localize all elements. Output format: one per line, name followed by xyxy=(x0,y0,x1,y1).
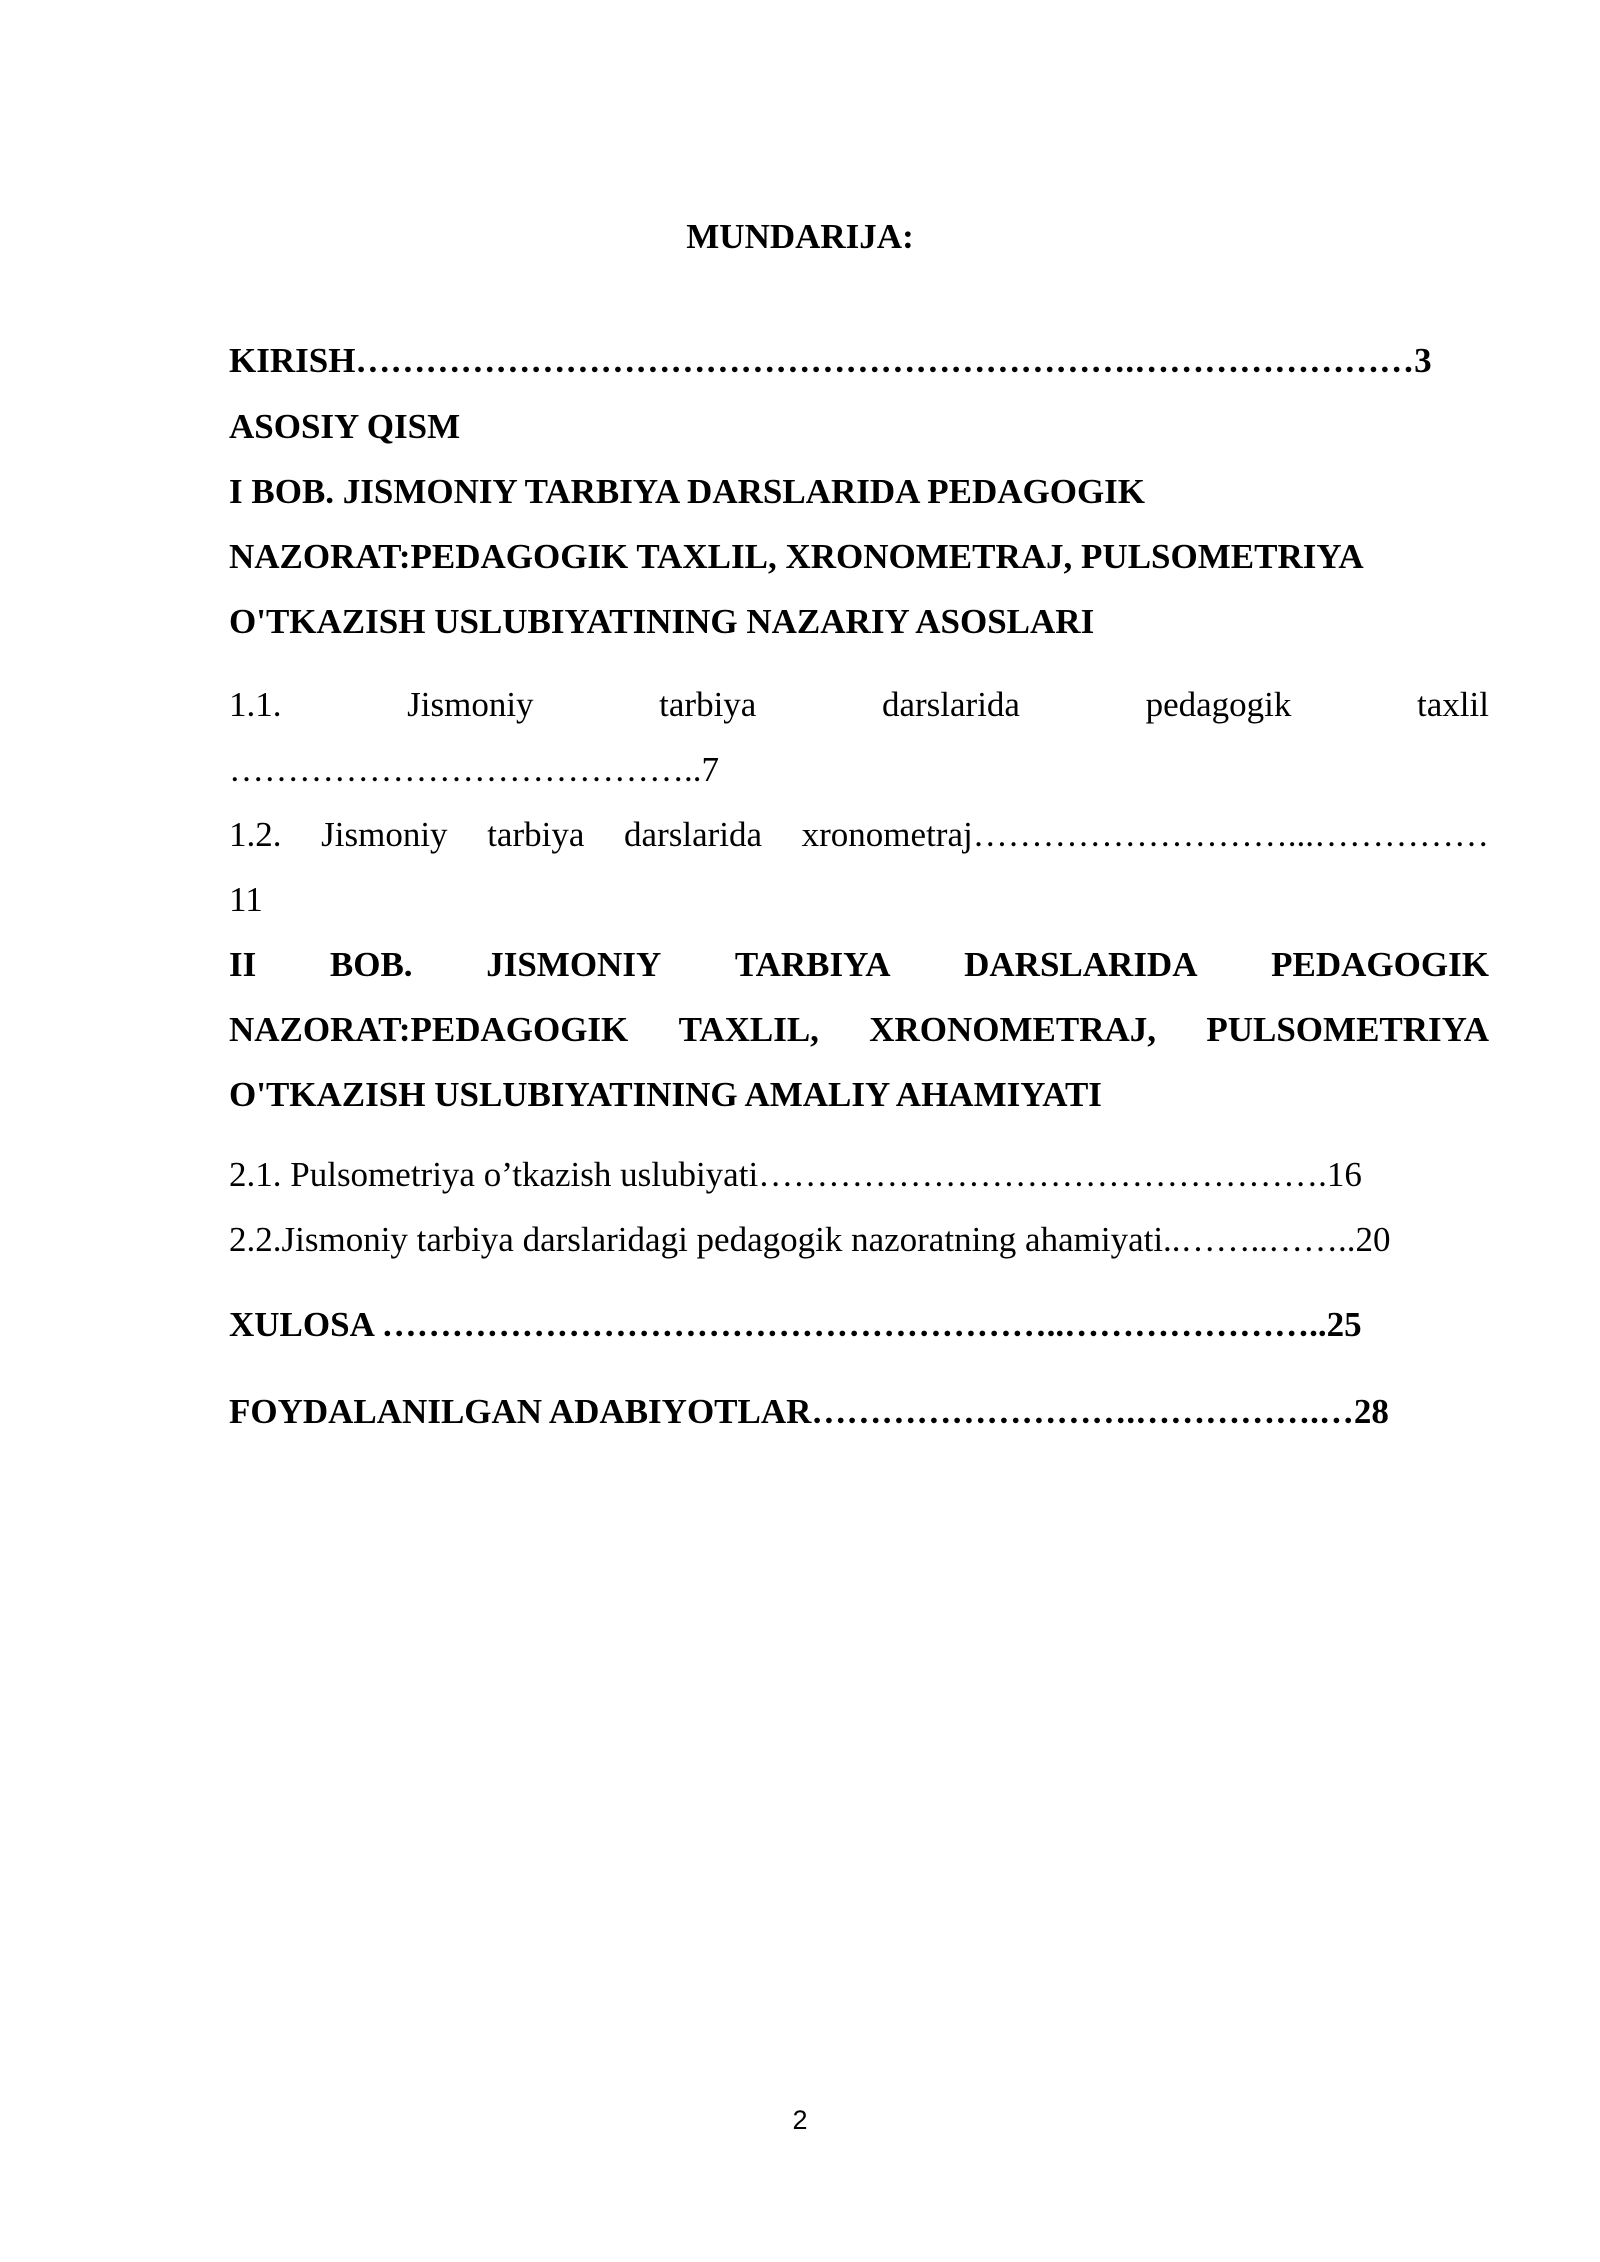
toc-word: tarbiya xyxy=(487,815,585,854)
toc-word: darslarida xyxy=(624,815,763,854)
toc-word: TARBIYA xyxy=(734,945,891,984)
page-number: 2 xyxy=(792,2105,808,2135)
toc-entry-kirish: KIRISH………………………………………………………….……………………3 xyxy=(229,341,1432,380)
toc-entry-adabiyotlar: FOYDALANILGAN ADABIYOTLAR……………………….…………….…28 xyxy=(229,1392,1389,1431)
toc-word: pedagogik xyxy=(1145,685,1292,724)
toc-entry-1-2-line1 xyxy=(229,810,1489,860)
toc-word: taxlil xyxy=(1417,685,1489,724)
toc-entry-2-2: 2.2.Jismoniy tarbiya darslaridagi pedagogik nazoratning ahamiyati..……..……..20 xyxy=(229,1220,1391,1259)
toc-word: 1.2. xyxy=(229,815,282,854)
toc-chapter1-line1: I BOB. JISMONIY TARBIYA DARSLARIDA PEDAGOGIK xyxy=(229,472,1146,511)
toc-word: XRONOMETRAJ, xyxy=(869,1010,1157,1049)
toc-word: 1.1. xyxy=(229,685,282,724)
toc-chapter1-line2: NAZORAT:PEDAGOGIK TAXLIL, XRONOMETRAJ, PULSOMETRIYA xyxy=(229,537,1364,576)
toc-entry-1-2-page: 11 xyxy=(229,880,263,919)
toc-word: PULSOMETRIYA xyxy=(1206,1010,1489,1049)
toc-word: Jismoniy xyxy=(407,685,534,724)
toc-chapter2-line3: O'TKAZISH USLUBIYATINING AMALIY AHAMIYATI xyxy=(229,1075,1102,1114)
toc-word: xronometraj………………………...…………… xyxy=(801,815,1489,854)
toc-word: darslarida xyxy=(881,685,1020,724)
toc-word: Jismoniy xyxy=(321,815,448,854)
toc-word: BOB. xyxy=(329,945,413,984)
toc-word: II xyxy=(229,945,257,984)
toc-entry-2-1: 2.1. Pulsometriya o’tkazish uslubiyati………………………………………….16 xyxy=(229,1155,1362,1194)
toc-word: JISMONIY xyxy=(486,945,662,984)
toc-entry-1-1-leader: …………………………………..7 xyxy=(229,750,719,789)
toc-heading-asosiy-qism: ASOSIY QISM xyxy=(229,407,461,446)
toc-chapter2-line2 xyxy=(229,1005,1489,1055)
toc-entry-xulosa: XULOSA …………………………………………………..…………………..25 xyxy=(229,1305,1362,1344)
toc-chapter2-line1 xyxy=(229,940,1489,990)
toc-chapter1-line3: O'TKAZISH USLUBIYATINING NAZARIY ASOSLARI xyxy=(229,602,1095,641)
toc-word: TAXLIL, xyxy=(678,1010,819,1049)
toc-word: PEDAGOGIK xyxy=(1271,945,1489,984)
toc-word: NAZORAT:PEDAGOGIK xyxy=(229,1010,629,1049)
page-title: MUNDARIJA: xyxy=(686,217,914,256)
toc-entry-1-1-line1 xyxy=(229,680,1489,730)
toc-word: DARSLARIDA xyxy=(964,945,1198,984)
toc-word: tarbiya xyxy=(659,685,757,724)
